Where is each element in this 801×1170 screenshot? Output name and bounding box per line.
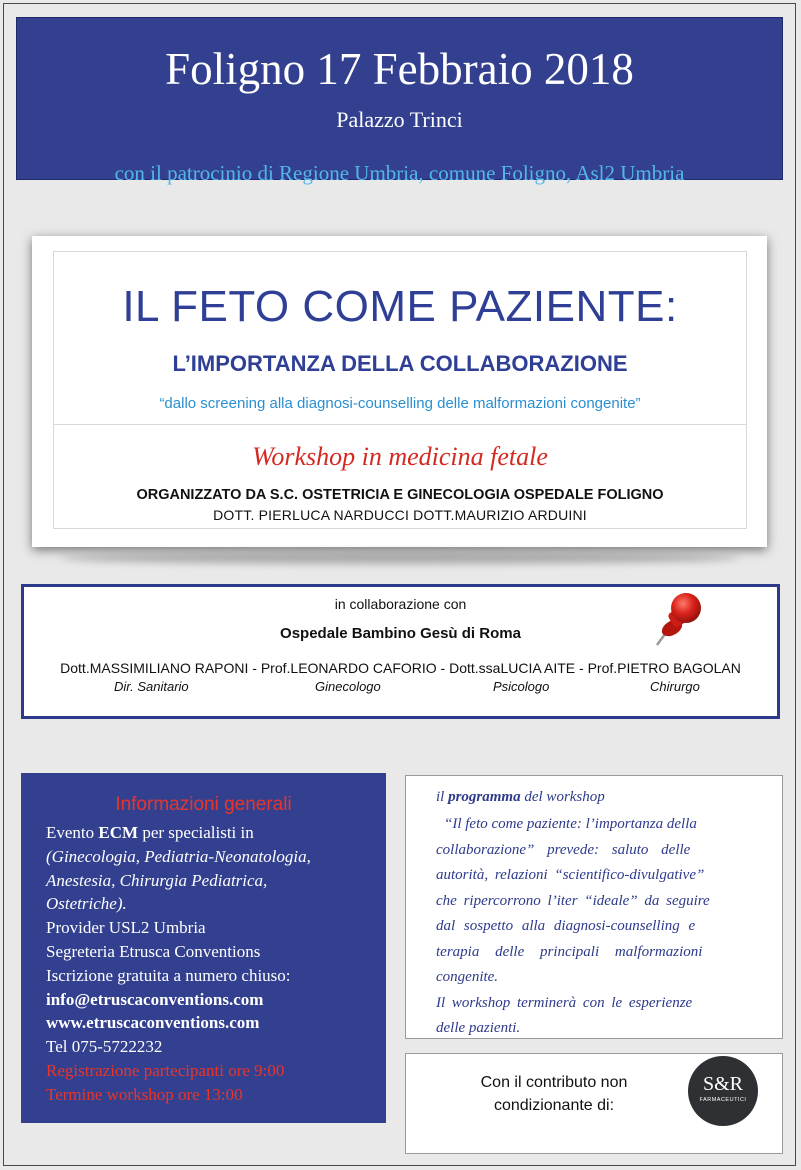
- email-link[interactable]: info@etruscaconventions.com: [46, 989, 264, 1009]
- evento-prefix: Evento: [46, 823, 99, 842]
- registration-time: Registrazione partecipanti ore 9:00: [46, 1060, 285, 1080]
- program-line: dal sospetto alla diagnosi-counselling e: [436, 918, 696, 934]
- card-shadow: [60, 552, 740, 564]
- organizer-doctors: DOTT. PIERLUCA NARDUCCI DOTT.MAURIZIO ARDUINI: [213, 507, 587, 523]
- workshop-subtitle: L’IMPORTANZA DELLA COLLABORAZIONE: [172, 351, 628, 376]
- specialty-line: (Ginecologia, Pediatria-Neonatologia,: [46, 846, 311, 866]
- evento-ecm-line: [46, 821, 381, 845]
- role-dir-sanitario: Dir. Sanitario: [114, 679, 189, 694]
- title-card-inner: [53, 251, 747, 529]
- specialty-line: Anestesia, Chirurgia Pediatrica,: [46, 870, 268, 890]
- workshop-title: IL FETO COME PAZIENTE:: [122, 282, 678, 331]
- organizer: ORGANIZZATO DA S.C. OSTETRICIA E GINECOLOGIA OSPEDALE FOLIGNO: [136, 487, 664, 503]
- role-ginecologo: Ginecologo: [315, 679, 381, 694]
- program-head-pre: il: [436, 789, 449, 805]
- website-link[interactable]: www.etruscaconventions.com: [46, 1013, 260, 1033]
- logo-subtext: FARMACEUTICI: [699, 1097, 747, 1103]
- telephone: Tel 075-5722232: [46, 1037, 163, 1057]
- collab-intro: in collaborazione con: [334, 596, 467, 612]
- workshop-quote: “dallo screening alla diagnosi-counselling delle malformazioni congenite”: [159, 395, 641, 412]
- iscrizione: Iscrizione gratuita a numero chiuso:: [46, 965, 291, 985]
- end-time: Termine workshop ore 13:00: [46, 1084, 243, 1104]
- provider: Provider USL2 Umbria: [46, 918, 206, 938]
- title-card: [32, 236, 767, 547]
- program-line: autorità, relazioni “scientifico-divulgative”: [436, 867, 705, 883]
- divider: [54, 424, 746, 425]
- event-header: [16, 17, 783, 185]
- program-line: delle pazienti.: [436, 1020, 521, 1036]
- ecm-label: ECM: [98, 823, 139, 842]
- program-line: collaborazione” prevede: saluto delle: [436, 841, 691, 858]
- role-psicologo: Psicologo: [493, 679, 550, 694]
- program-head-bold: programma: [448, 789, 521, 805]
- general-info-panel: [21, 773, 386, 1123]
- evento-suffix: per specialisti in: [138, 823, 254, 842]
- event-patronage: con il patrocinio di Regione Umbria, comune Foligno, Asl2 Umbria: [114, 161, 685, 185]
- program-line: Il workshop terminerà con le esperienze: [436, 994, 693, 1011]
- program-line: “Il feto come paziente: l’importanza della: [444, 816, 697, 832]
- program-line: terapia delle principali malformazioni: [436, 943, 703, 960]
- specialty-line: Ostetriche).: [46, 894, 127, 914]
- collab-hospital: Ospedale Bambino Gesù di Roma: [280, 625, 521, 642]
- program-box: [405, 775, 783, 1039]
- sponsor-text-line2: condizionante di:: [493, 1097, 615, 1114]
- collab-people: Dott.MASSIMILIANO RAPONI - Prof.LEONARDO CAFORIO - Dott.ssaLUCIA AITE - Prof.PIETRO BAGOLAN: [60, 660, 741, 676]
- program-line: congenite.: [436, 969, 499, 985]
- event-date-title: Foligno 17 Febbraio 2018: [165, 44, 634, 94]
- info-lines: [46, 821, 381, 1107]
- role-chirurgo: Chirurgo: [650, 679, 700, 694]
- program-text: [436, 812, 766, 1042]
- info-title: Informazioni generali: [115, 794, 292, 815]
- sponsor-text: [462, 1071, 646, 1117]
- push-pin-icon: [650, 590, 710, 650]
- segreteria: Segreteria Etrusca Conventions: [46, 941, 261, 961]
- collab-roles: [24, 679, 777, 699]
- program-line: che ripercorrono l’iter “ideale” da seguire: [436, 892, 710, 909]
- workshop-label: Workshop in medicina fetale: [252, 442, 548, 471]
- sponsor-box: [405, 1053, 783, 1154]
- sponsor-logo: [688, 1056, 758, 1126]
- program-heading: [436, 789, 605, 806]
- event-venue: Palazzo Trinci: [336, 107, 463, 132]
- sponsor-text-line1: Con il contributo non: [480, 1074, 628, 1091]
- program-head-post: del workshop: [520, 789, 605, 805]
- logo-mark: S&R: [702, 1073, 744, 1095]
